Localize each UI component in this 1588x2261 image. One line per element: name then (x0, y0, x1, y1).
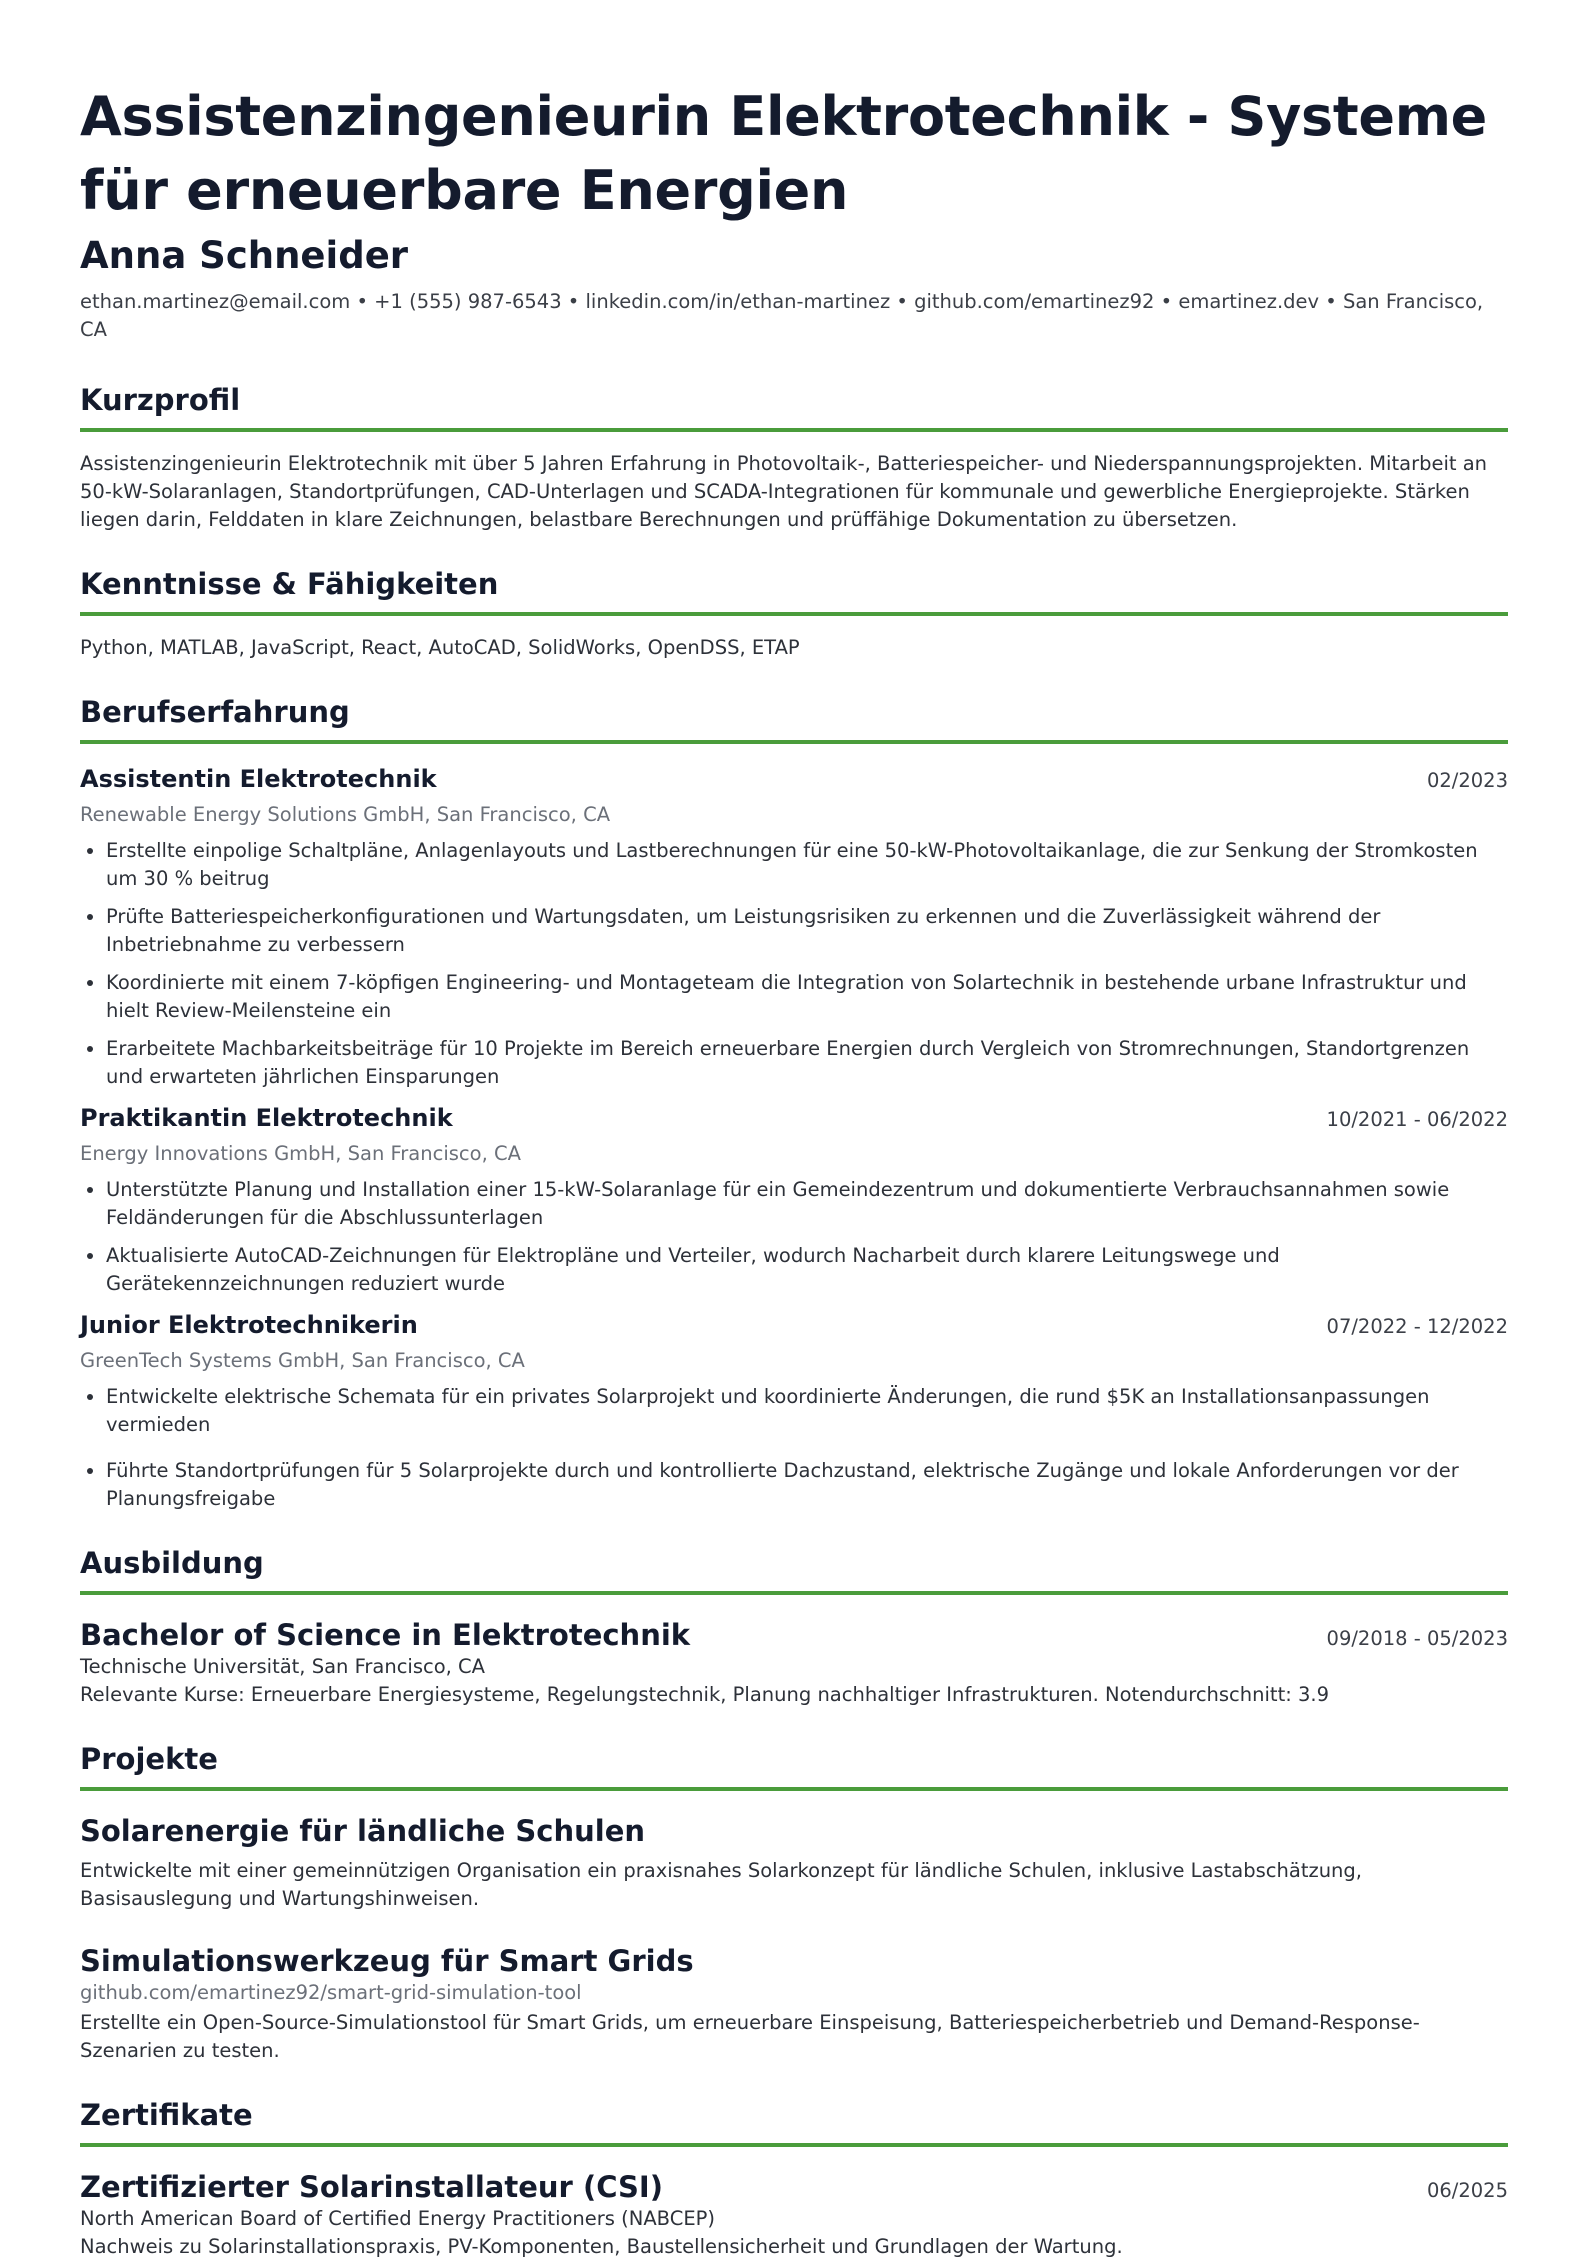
project-title: Simulationswerkzeug für Smart Grids (80, 1944, 694, 1978)
projects-heading: Projekte (80, 1741, 1508, 1791)
experience-section (80, 694, 1508, 1513)
job-date: 10/2021 - 06/2022 (1326, 1108, 1508, 1131)
school-name: Technische Universität, San Francisco, CA (80, 1655, 486, 1678)
job-company: Renewable Energy Solutions GmbH, San Francisco, CA (80, 803, 611, 826)
job-date: 02/2023 (1426, 769, 1508, 792)
job-title: Junior Elektrotechnikerin (80, 1311, 418, 1339)
education-heading: Ausbildung (80, 1545, 1508, 1595)
summary-text: Assistenzingenieurin Elektrotechnik mit über 5 Jahren Erfahrung in Photovoltaik-, Batteriespeicher- und Niederspannungsprojekten. Mitarbeit an 50-kW-Solaranlagen, Standortprüfungen, CAD-Unterlagen und SCADA-Integrationen für kommunale und gewerbliche Energieprojekte. Stärken liegen darin, Felddaten in klare Zeichnungen, belastbare Berechnungen und prüffähige Dokumentation zu übersetzen. (80, 452, 1488, 531)
skills-text: Python, MATLAB, JavaScript, React, AutoCAD, SolidWorks, OpenDSS, ETAP (80, 636, 800, 659)
job-entry (80, 1103, 1508, 1298)
job-title: Praktikantin Elektrotechnik (80, 1104, 453, 1132)
certification-issuer: North American Board of Certified Energy Practitioners (NABCEP) (80, 2207, 716, 2230)
project-entry (80, 1943, 1508, 2065)
skills-section (80, 566, 1508, 662)
job-bullet: • Führte Standortprüfungen für 5 Solarprojekte durch und kontrollierte Dachzustand, elektrische Zugänge und lokale Anforderungen vor der Planungsfreigabe (106, 1457, 1508, 1513)
project-link[interactable]: github.com/emartinez92/smart-grid-simulation-tool (80, 1981, 582, 2004)
education-date: 09/2018 - 05/2023 (1326, 1627, 1508, 1650)
job-bullets (80, 1383, 1508, 1513)
job-bullet: • Erstellte einpolige Schaltpläne, Anlagenlayouts und Lastberechnungen für eine 50-kW-Photovoltaikanlage, die zur Senkung der Stromkosten um 30 % beitrug (106, 837, 1508, 893)
job-bullet: • Entwickelte elektrische Schemata für ein privates Solarprojekt und koordinierte Änderungen, die rund $5K an Installationsanpassungen vermieden (106, 1383, 1508, 1439)
job-bullet: • Aktualisierte AutoCAD-Zeichnungen für Elektropläne und Verteiler, wodurch Nacharbeit durch klarere Leitungswege und Gerätekennzeichnungen reduziert wurde (106, 1242, 1508, 1298)
candidate-name: Anna Schneider (80, 234, 409, 277)
project-description: Erstellte ein Open-Source-Simulationstool für Smart Grids, um erneuerbare Einspeisung, Batteriespeicherbetrieb und Demand-Response-Szenarien zu testen. (80, 2011, 1420, 2062)
education-entry (80, 1617, 1508, 1709)
projects-section (80, 1741, 1508, 2065)
project-title: Solarenergie für ländliche Schulen (80, 1814, 646, 1848)
certifications-section (80, 2097, 1508, 2261)
skills-heading: Kenntnisse & Fähigkeiten (80, 566, 1508, 616)
job-bullet: • Unterstützte Planung und Installation einer 15-kW-Solaranlage für ein Gemeindezentrum und dokumentierte Verbrauchsannahmen sowie Feldänderungen für die Abschlussunterlagen (106, 1176, 1508, 1232)
education-section (80, 1545, 1508, 1709)
job-title: Assistentin Elektrotechnik (80, 765, 437, 793)
project-description: Entwickelte mit einer gemeinnützigen Organisation ein praxisnahes Solarkonzept für ländliche Schulen, inklusive Lastabschätzung, Basisauslegung und Wartungshinweisen. (80, 1859, 1362, 1910)
summary-section (80, 382, 1508, 534)
job-bullet: • Prüfte Batteriespeicherkonfigurationen und Wartungsdaten, um Leistungsrisiken zu erkennen und die Zuverlässigkeit während der Inbetriebnahme zu verbessern (106, 903, 1508, 959)
resume-title: Assistenzingenieurin Elektrotechnik - Systeme für erneuerbare Energien (80, 85, 1487, 222)
summary-heading: Kurzprofil (80, 382, 1508, 432)
job-entry (80, 764, 1508, 1091)
certification-date: 06/2025 (1426, 2179, 1508, 2202)
certification-details: Nachweis zu Solarinstallationspraxis, PV-Komponenten, Baustellensicherheit und Grundlagen der Wartung. (80, 2235, 1123, 2258)
job-bullets (80, 837, 1508, 1091)
job-company: Energy Innovations GmbH, San Francisco, CA (80, 1142, 521, 1165)
job-bullet: • Erarbeitete Machbarkeitsbeiträge für 10 Projekte im Bereich erneuerbare Energien durch Vergleich von Stromrechnungen, Standortgrenzen und erwarteten jährlichen Einsparungen (106, 1035, 1508, 1091)
degree-title: Bachelor of Science in Elektrotechnik (80, 1618, 691, 1652)
certification-title: Zertifizierter Solarinstallateur (CSI) (80, 2170, 663, 2204)
job-entry (80, 1310, 1508, 1513)
certifications-heading: Zertifikate (80, 2097, 1508, 2147)
education-details: Relevante Kurse: Erneuerbare Energiesysteme, Regelungstechnik, Planung nachhaltiger Infrastrukturen. Notendurchschnitt: 3.9 (80, 1683, 1329, 1706)
job-bullet: • Koordinierte mit einem 7-köpfigen Engineering- und Montageteam die Integration von Solartechnik in bestehende urbane Infrastruktur und hielt Review-Meilensteine ein (106, 969, 1508, 1025)
job-date: 07/2022 - 12/2022 (1326, 1315, 1508, 1338)
experience-heading: Berufserfahrung (80, 694, 1508, 744)
job-bullets (80, 1176, 1508, 1298)
job-company: GreenTech Systems GmbH, San Francisco, CA (80, 1349, 525, 1372)
contact-line: ethan.martinez@email.com • +1 (555) 987-6543 • linkedin.com/in/ethan-martinez • github.com/emartinez92 • emartinez.dev • San Francisco, CA (80, 290, 1484, 341)
project-entry (80, 1813, 1508, 1913)
certification-entry (80, 2169, 1508, 2261)
